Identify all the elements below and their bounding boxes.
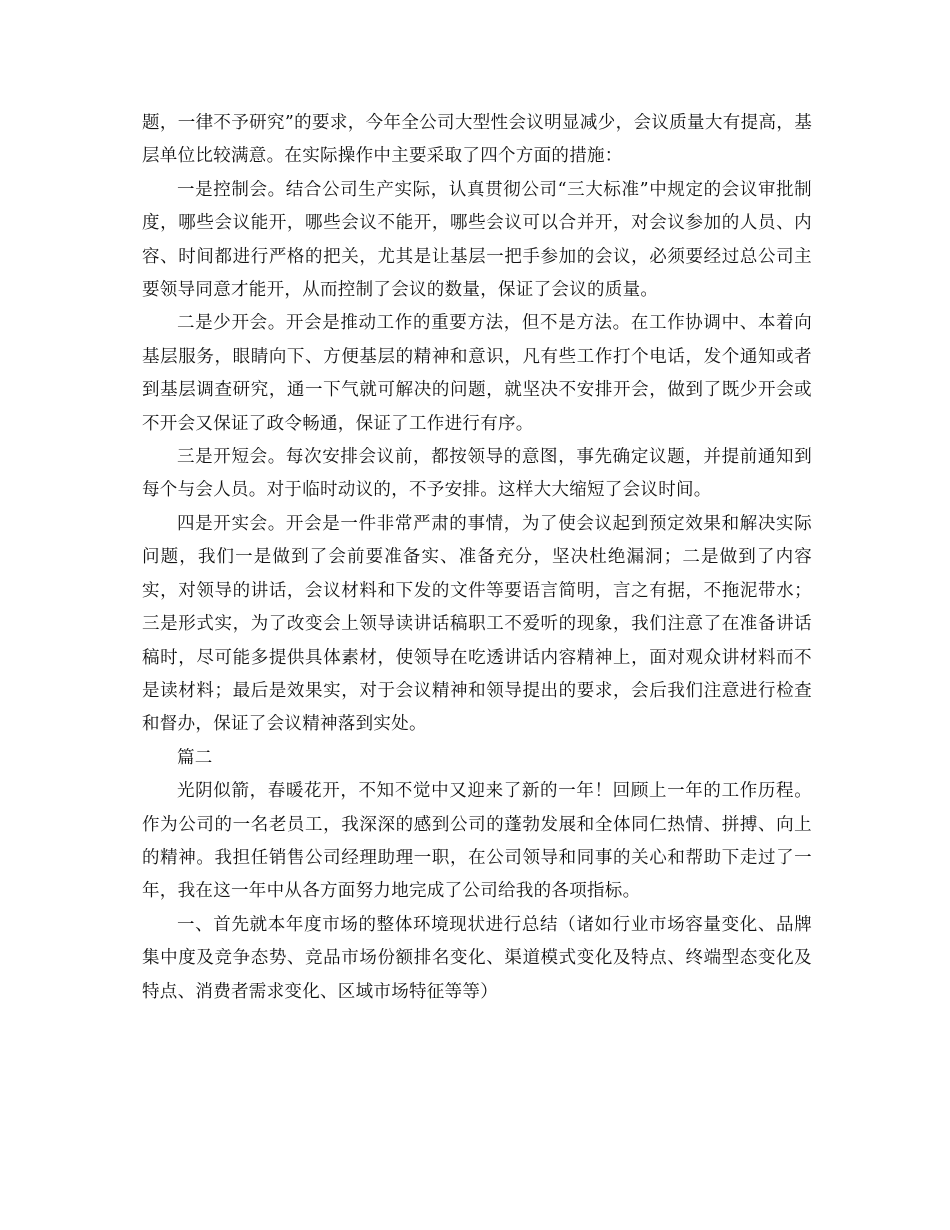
document-body — [142, 107, 812, 1009]
paragraph-3: 二是少开会。开会是推动工作的重要方法，但不是方法。在工作协调中、本着向基层服务，眼睛向下、方便基层的精神和意识，凡有些工作打个电话，发个通知或者到基层调查研究，通一下气就可解决的问题，就坚决不安排开会，做到了既少开会或不开会又保证了政令畅通，保证了工作进行有序。 — [142, 313, 812, 434]
paragraph-6: 光阴似箭，春暖花开，不知不觉中又迎来了新的一年！回顾上一年的工作历程。作为公司的一名老员工，我深深的感到公司的蓬勃发展和全体同仁热情、拼搏、向上的精神。我担任销售公司经理助理一职，在公司领导和同事的关心和帮助下走过了一年，我在这一年中从各方面努力地完成了公司给我的各项指标。 — [142, 781, 812, 902]
section-heading: 篇二 — [177, 747, 213, 768]
paragraph-1: 题，一律不予研究”的要求，今年全公司大型性会议明显减少，会议质量大有提高，基层单位比较满意。在实际操作中主要采取了四个方面的措施： — [142, 113, 812, 167]
paragraph-7: 一、首先就本年度市场的整体环境现状进行总结（诸如行业市场容量变化、品牌集中度及竞争态势、竞品市场份额排名变化、渠道模式变化及特点、终端型态变化及特点、消费者需求变化、区域市场特征等等） — [142, 914, 812, 1002]
paragraph-5: 四是开实会。开会是一件非常严肃的事情，为了使会议起到预定效果和解决实际问题，我们一是做到了会前要准备实、准备充分，坚决杜绝漏洞；二是做到了内容实，对领导的讲话，会议材料和下发的文件等要语言简明，言之有据，不拖泥带水；三是形式实，为了改变会上领导读讲话稿职工不爱听的现象，我们注意了在准备讲话稿时，尽可能多提供具体素材，使领导在吃透讲话内容精神上，面对观众讲材料而不是读材料；最后是效果实，对于会议精神和领导提出的要求，会后我们注意进行检查和督办，保证了会议精神落到实处。 — [142, 513, 812, 735]
paragraph-4: 三是开短会。每次安排会议前，都按领导的意图，事先确定议题，并提前通知到每个与会人员。对于临时动议的，不予安排。这样大大缩短了会议时间。 — [142, 447, 812, 501]
paragraph-2: 一是控制会。结合公司生产实际，认真贯彻公司“三大标准”中规定的会议审批制度，哪些会议能开，哪些会议不能开，哪些会议可以合并开，对会议参加的人员、内容、时间都进行严格的把关，尤其是让基层一把手参加的会议，必须要经过总公司主要领导同意才能开，从而控制了会议的数量，保证了会议的质量。 — [142, 179, 812, 301]
